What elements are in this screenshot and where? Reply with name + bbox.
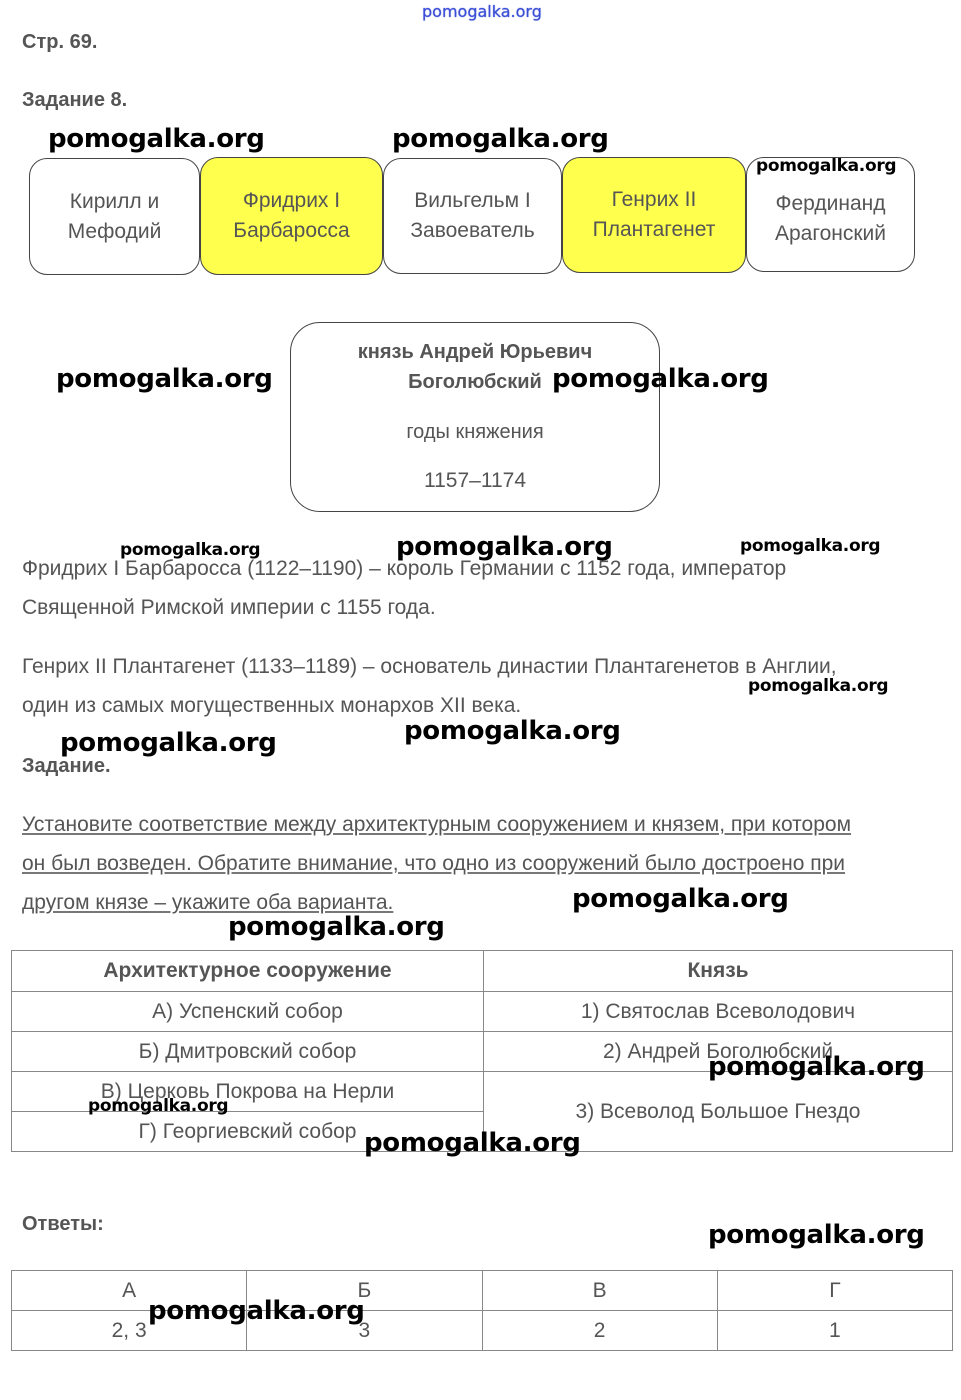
person-card-line: Завоеватель [410,219,535,242]
assignment-line3: другом князе – укажите оба варианта. [22,891,394,914]
watermark: pomogalka.org [748,676,889,696]
watermark: pomogalka.org [56,364,273,394]
building-cell: Г) Георгиевский собор [12,1112,484,1152]
watermark: pomogalka.org [708,1220,925,1250]
table-row [12,951,953,992]
watermark: pomogalka.org [572,884,789,914]
person-card-line: Мефодий [67,219,162,243]
person-card-henry-ii [562,157,746,273]
watermark: pomogalka.org [364,1128,581,1158]
watermark: pomogalka.org [148,1296,365,1326]
watermark: pomogalka.org [60,728,277,758]
watermark: pomogalka.org [88,1096,229,1116]
person-card-frederick-i [200,157,383,275]
task-label: Задание 8. [22,89,128,111]
paragraph-henry-line1: Генрих II Плантагенет (1133–1189) – основатель династии Плантагенетов в Англии, [22,655,837,678]
paragraph-frederick-line2: Священной Римской империи с 1155 года. [22,596,436,619]
answer-value: 3 [247,1311,482,1351]
watermark: pomogalka.org [228,912,445,942]
reign-years: 1157–1174 [424,469,526,492]
person-card-line: Фридрих I [242,189,341,212]
person-card-line: Плантагенет [592,218,716,241]
answer-value: 2, 3 [12,1311,247,1351]
prince-cell: 3) Всеволод Большое Гнездо [484,1072,953,1152]
paragraph-frederick-line1: Фридрих I Барбаросса (1122–1190) – король Германии с 1152 года, император [22,557,787,580]
building-cell: Б) Дмитровский собор [12,1032,484,1072]
header-building: Архитектурное сооружение [12,951,484,992]
person-card-line: Вильгельм I [414,189,531,212]
watermark: pomogalka.org [396,532,613,562]
answer-header: Г [717,1271,952,1311]
answer-header: В [482,1271,717,1311]
header-prince: Князь [484,951,953,992]
watermark: pomogalka.org [392,124,609,154]
person-card-line: Фердинанд [775,191,886,215]
matching-table [11,950,953,1152]
person-card-william-i [383,158,562,274]
person-card-line: Барбаросса [233,219,350,242]
watermark: pomogalka.org [552,364,769,394]
reign-label: годы княжения [406,421,544,443]
prince-surname: Боголюбский [408,371,542,393]
building-cell: В) Церковь Покрова на Нерли [12,1072,484,1112]
top-watermark: pomogalka.org [422,2,542,21]
person-card-line: Генрих II [611,188,697,211]
answers-label: Ответы: [22,1213,104,1235]
watermark: pomogalka.org [756,156,897,176]
prince-name: князь Андрей Юрьевич [357,341,593,363]
watermark: pomogalka.org [740,536,881,556]
assignment-line2: он был возведен. Обратите внимание, что одно из сооружений было достроено при [22,852,846,875]
answer-header: А [12,1271,247,1311]
person-card-line: Кирилл и [69,189,160,213]
page-label: Стр. 69. [22,31,98,53]
watermark: pomogalka.org [48,124,265,154]
prince-cell: 1) Святослав Всеволодович [484,992,953,1032]
assignment-line1: Установите соответствие между архитектурным сооружением и князем, при котором [22,813,852,836]
watermark: pomogalka.org [708,1052,925,1082]
assignment-label: Задание. [22,755,111,777]
prince-card [290,322,660,512]
person-card-cyril-methodius [29,158,200,275]
watermark: pomogalka.org [120,540,261,560]
answer-value: 2 [482,1311,717,1351]
answer-header: Б [247,1271,482,1311]
building-cell: А) Успенский собор [12,992,484,1032]
watermark: pomogalka.org [404,716,621,746]
paragraph-henry-line2: один из самых могущественных монархов XII века. [22,694,522,717]
prince-cell: 2) Андрей Боголюбский [484,1032,953,1072]
answer-value: 1 [717,1311,952,1351]
table-row [12,992,953,1032]
person-card-line: Арагонский [775,221,886,245]
